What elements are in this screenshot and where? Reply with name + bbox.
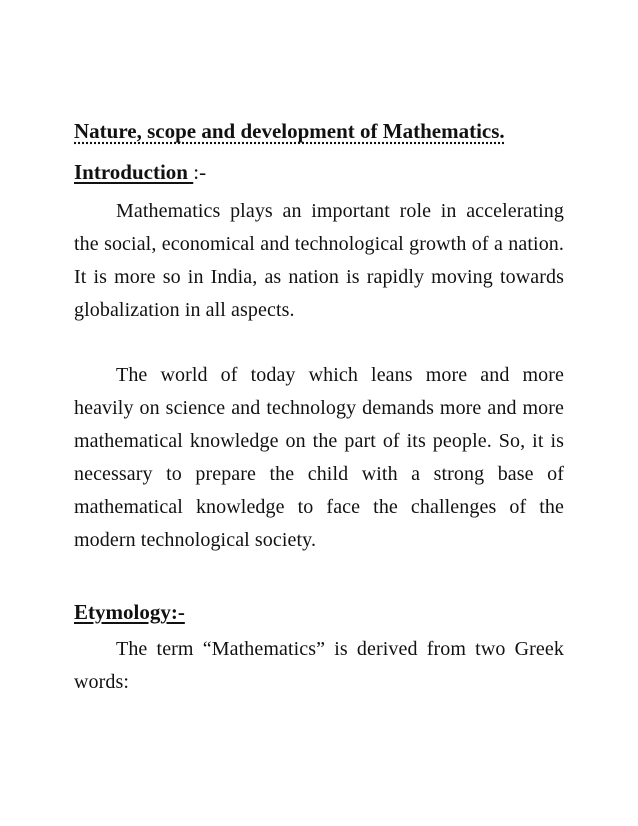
etymology-heading xyxy=(74,598,185,626)
etymology-heading-text: Etymology:- xyxy=(74,600,185,624)
introduction-paragraph-2: The world of today which leans more and more heavily on science and technology demands more and more mathematical knowledge on the part of its people. So, it is necessary to prepare the child with a strong base of mathematical knowledge to face the challenges of the modern technological society. xyxy=(74,364,564,551)
etymology-paragraph: The term “Mathematics” is derived from two Greek words: xyxy=(74,638,564,693)
introduction-heading-text: Introduction xyxy=(74,160,194,184)
introduction-heading-suffix: :- xyxy=(193,160,207,184)
document-page xyxy=(74,0,564,826)
introduction-paragraph-1: Mathematics plays an important role in accelerating the social, economical and technological growth of a nation. It is more so in India, as nation is rapidly moving towards globalization in all aspects. xyxy=(74,200,564,321)
introduction-heading xyxy=(74,158,206,186)
document-title: Nature, scope and development of Mathematics. xyxy=(74,119,505,143)
